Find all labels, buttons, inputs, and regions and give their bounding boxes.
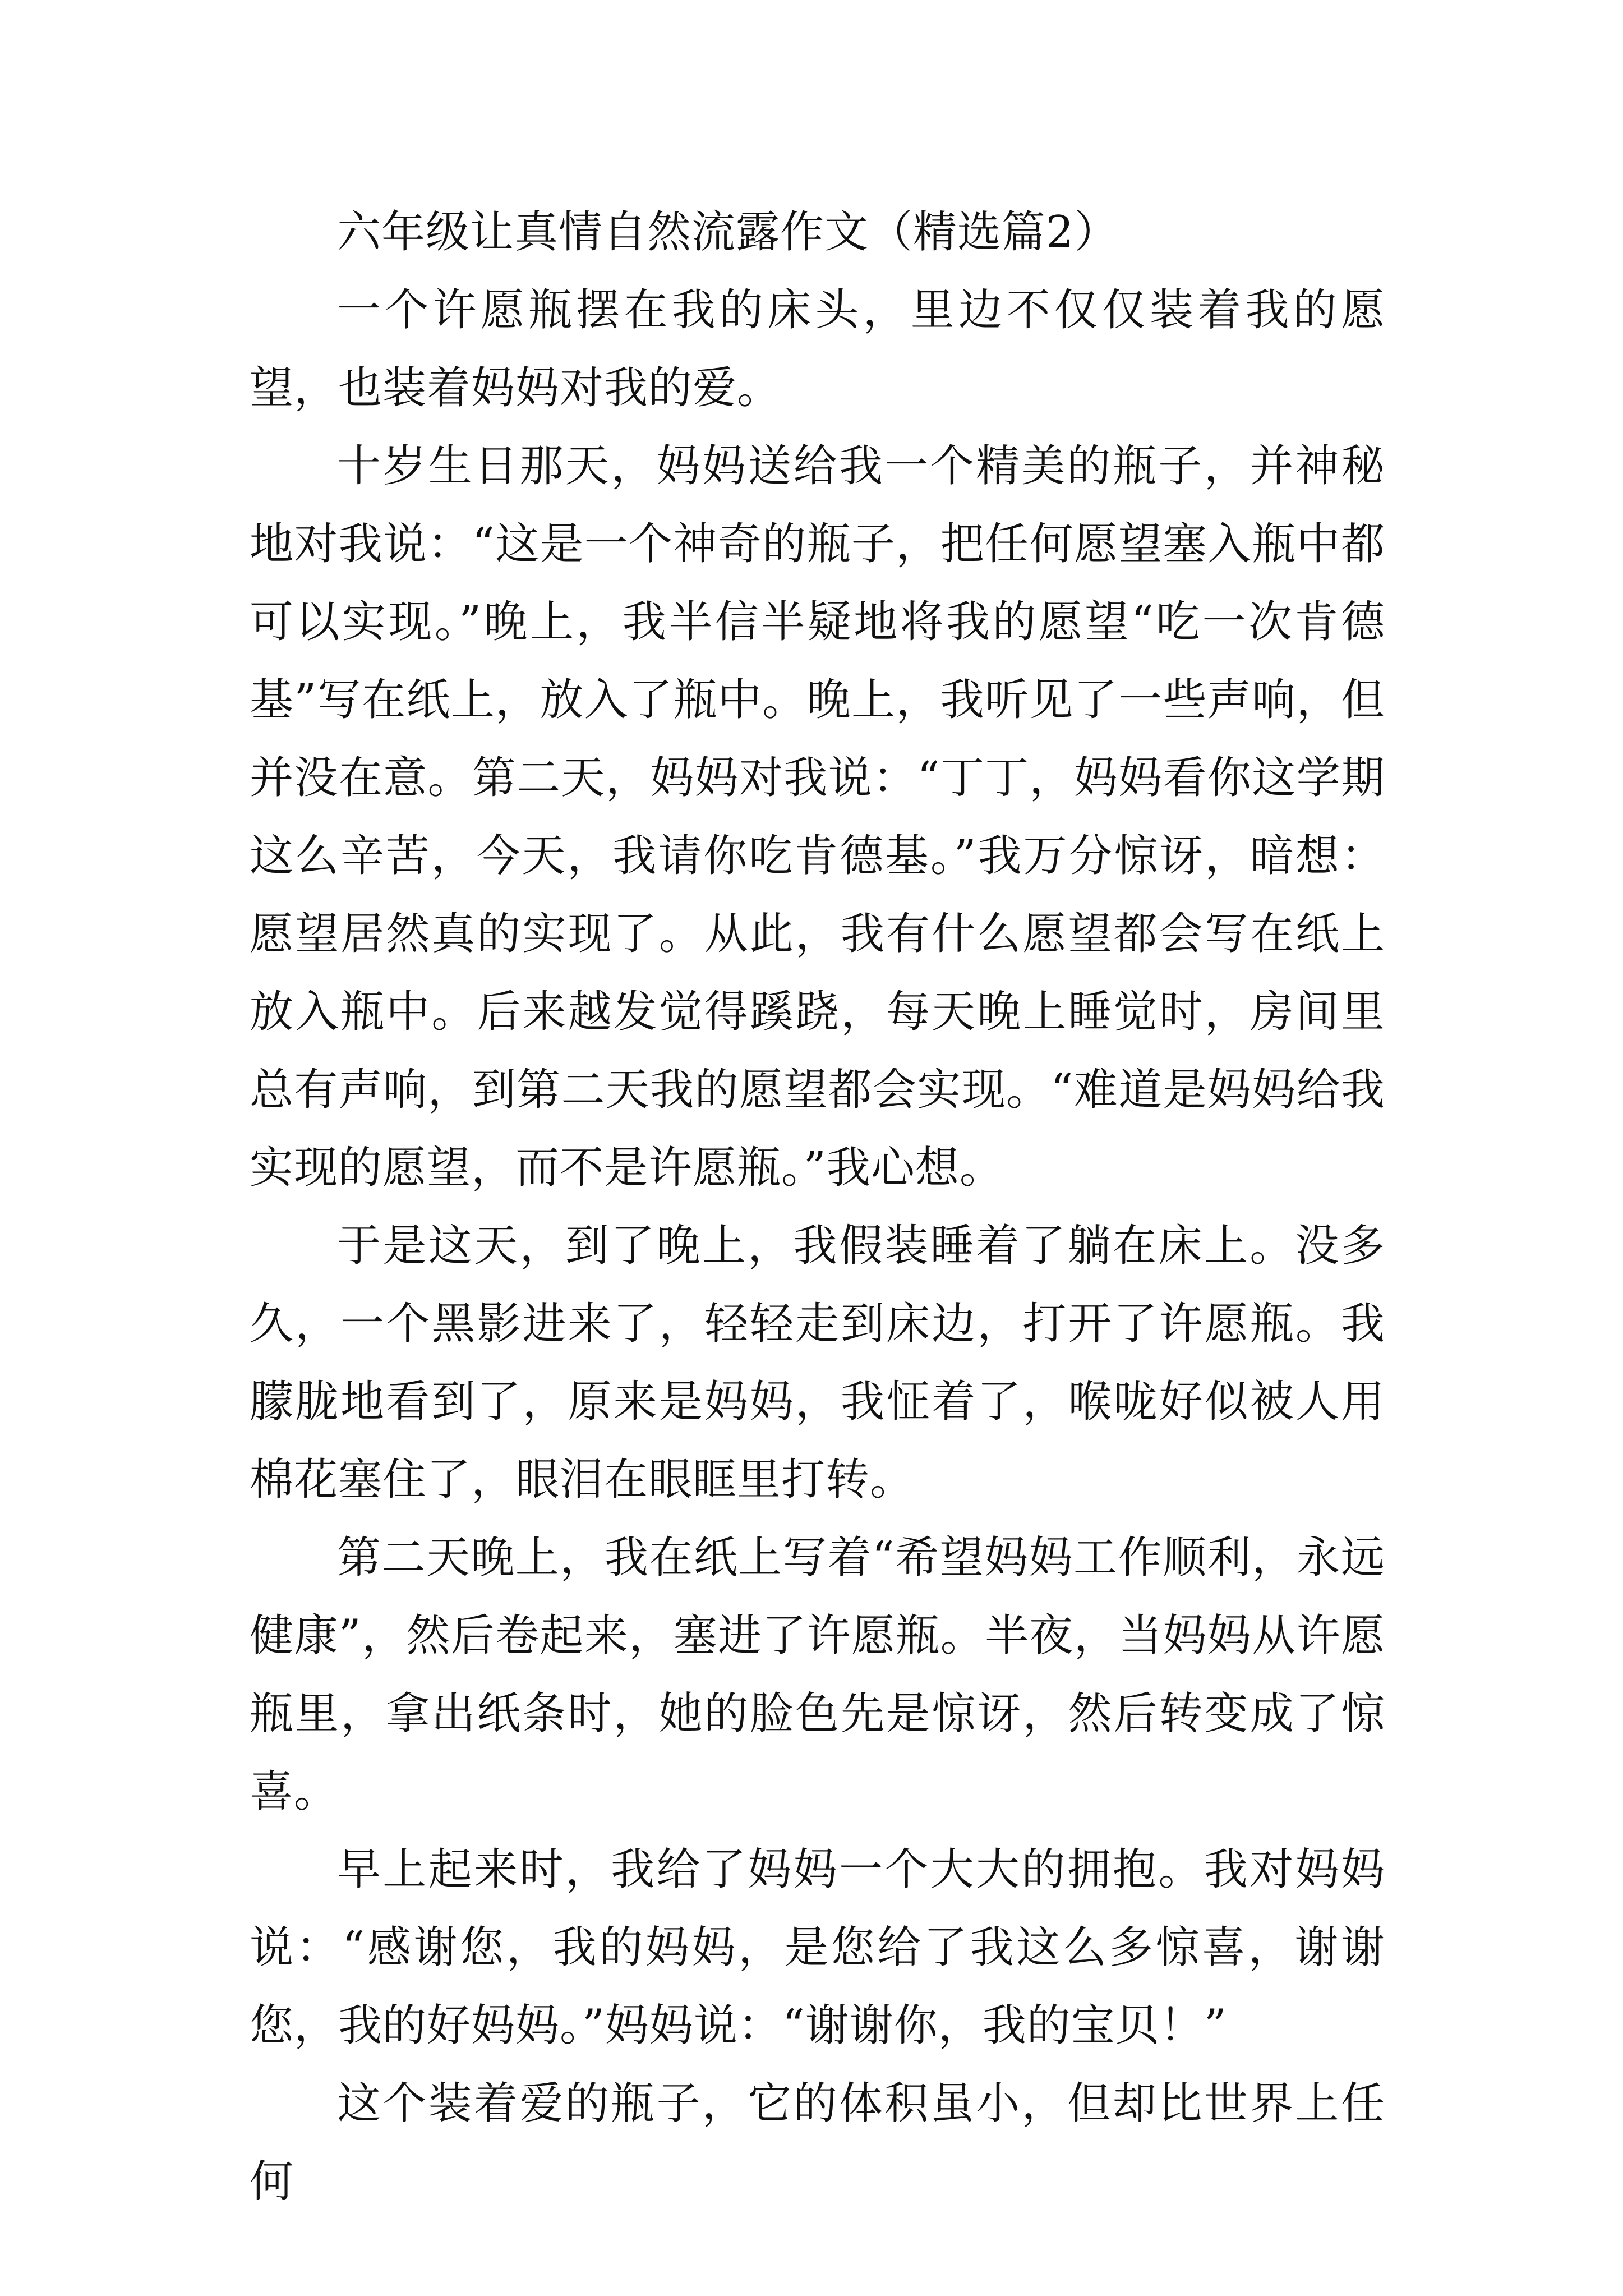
paragraph-3: 于是这天，到了晚上，我假装睡着了躺在床上。没多久，一个黑影进来了，轻轻走到床边，打开了许愿瓶。我朦胧地看到了，原来是妈妈，我怔着了，喉咙好似被人用棉花塞住了，眼泪在眼眶里打转。 (250, 1221, 1385, 1505)
essay-title: 六年级让真情自然流露作文（精选篇2） (337, 207, 1119, 257)
paragraph-1: 一个许愿瓶摆在我的床头，里边不仅仅装着我的愿望，也装着妈妈对我的爱。 (250, 285, 1385, 413)
paragraph-4: 第二天晚上，我在纸上写着“希望妈妈工作顺利，永远健康”，然后卷起来，塞进了许愿瓶。半夜，当妈妈从许愿瓶里，拿出纸条时，她的脸色先是惊讶，然后转变成了惊喜。 (250, 1533, 1385, 1817)
paragraph-5: 早上起来时，我给了妈妈一个大大的拥抱。我对妈妈说：“感谢您，我的妈妈，是您给了我这么多惊喜，谢谢您，我的好妈妈。”妈妈说：“谢谢你，我的宝贝！” (250, 1844, 1385, 2051)
paragraph-2: 十岁生日那天，妈妈送给我一个精美的瓶子，并神秘地对我说：“这是一个神奇的瓶子，把任何愿望塞入瓶中都可以实现。”晚上，我半信半疑地将我的愿望“吃一次肯德基”写在纸上，放入了瓶中。晚上，我听见了一些声响，但并没在意。第二天，妈妈对我说：“丁丁，妈妈看你这学期这么辛苦，今天，我请你吃肯德基。”我万分惊讶，暗想：愿望居然真的实现了。从此，我有什么愿望都会写在纸上放入瓶中。后来越发觉得蹊跷，每天晚上睡觉时，房间里总有声响，到第二天我的愿望都会实现。“难道是妈妈给我实现的愿望，而不是许愿瓶。”我心想。 (250, 441, 1385, 1193)
essay-body (250, 194, 1385, 2221)
paragraph-6: 这个装着爱的瓶子，它的体积虽小，但却比世界上任何 (250, 2078, 1385, 2207)
